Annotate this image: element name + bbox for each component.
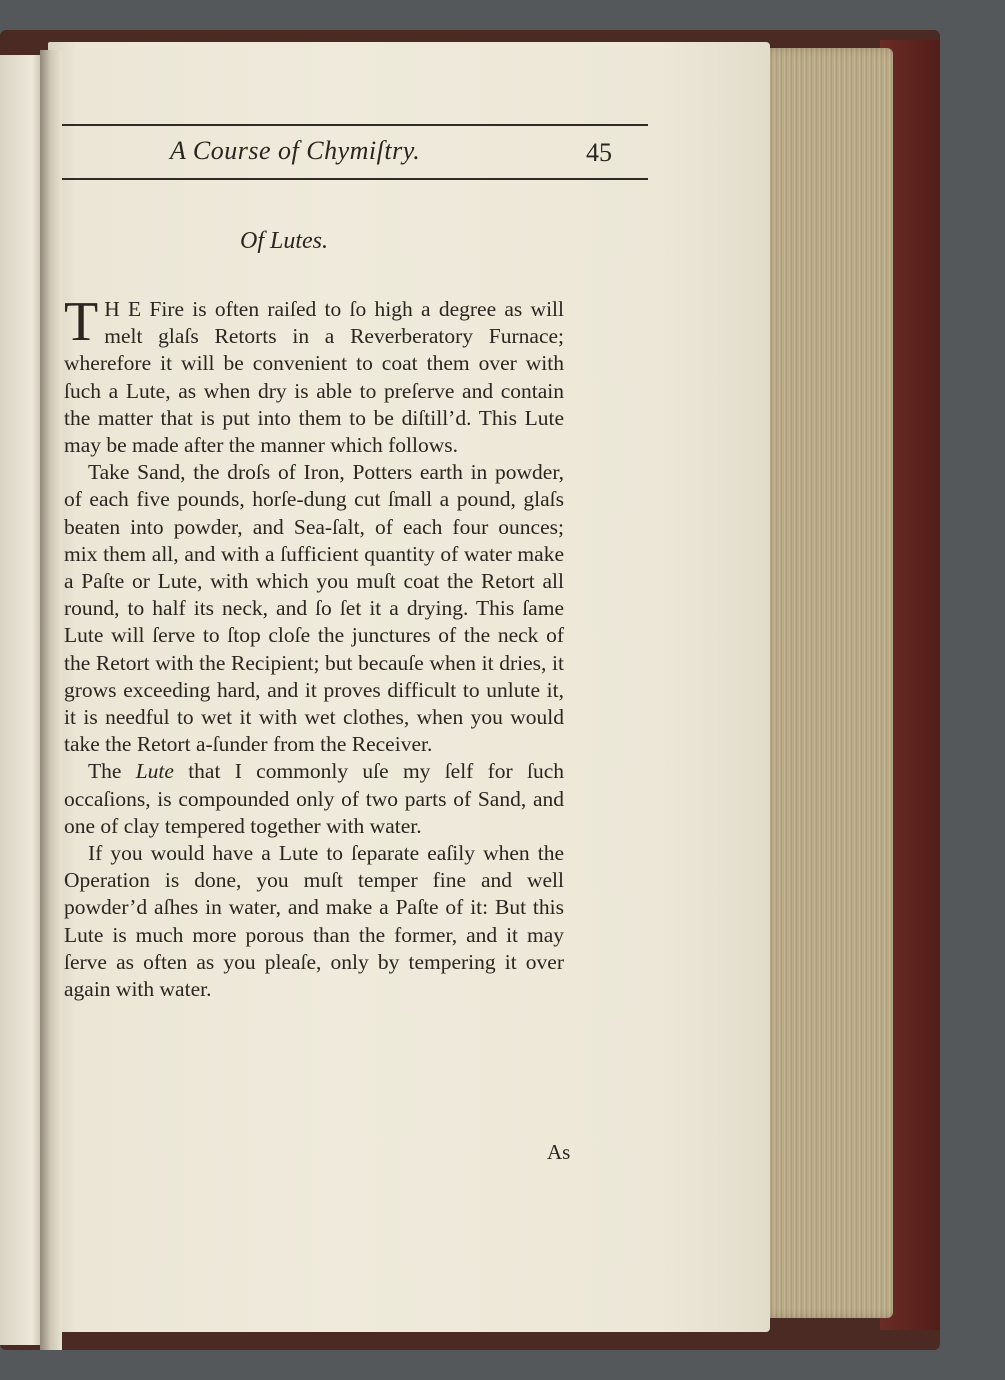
running-title: A Course of Chymiſtry. [170,136,421,165]
catchword: As [547,1140,571,1164]
paragraph-3 [64,758,564,840]
paragraph-1-text: H E Fire is often raiſed to ſo high a degree as will melt glaſs Retorts in a Reverberatory Furnace; wherefore it will be convenient to coat them over with ſuch a Lute, as when dry is able to preſerve and contain the matter that is put into them to be diſtill’d. This Lute may be made after the manner which follows. [64,297,564,458]
gutter [40,50,62,1350]
paragraph-3-italic: Lute [135,759,174,784]
paragraph-2: Take Sand, the droſs of Iron, Potters earth in powder, of each five pounds, horſe-dung cut ſmall a pound, glaſs beaten into powder, and Sea-ſalt, of each four ounces; mix them all, and with a ſufficient quantity of water make a Paſte or Lute, with which you muſt coat the Retort all round, to half its neck, and ſo ſet it a drying. This ſame Lute will ſerve to ſtop cloſe the junctures of the neck of the Retort with the Recipient; but becauſe when it dries, it grows exceeding hard, and it proves difficult to unlute it, it is needful to wet it with wet clothes, when you would take the Retort a-ſunder from the Receiver. [64,460,564,757]
paragraph-1 [64,291,564,459]
drop-cap: T [64,291,99,353]
section-title: Of Lutes. [240,228,329,254]
page-number: 45 [586,138,612,167]
paragraph-3-rest: that I commonly uſe my ſelf for ſuch occaſions, is compounded only of two parts of Sand, and one of clay tempered together with water. [64,759,564,838]
header-rule-bottom [62,178,648,180]
page-block-edge [758,48,893,1318]
paragraph-4: If you would have a Lute to ſeparate eaſily when the Operation is done, you muſt temper fine and well powder’d aſhes in water, and make a Paſte of it: But this Lute is much more porous than the former, and it may ſerve as often as you pleaſe, only by tempering it over again with water. [64,841,564,1002]
paragraph-3-lead: The [88,759,136,784]
body-text [64,291,564,1003]
header-rule-top [62,124,648,126]
